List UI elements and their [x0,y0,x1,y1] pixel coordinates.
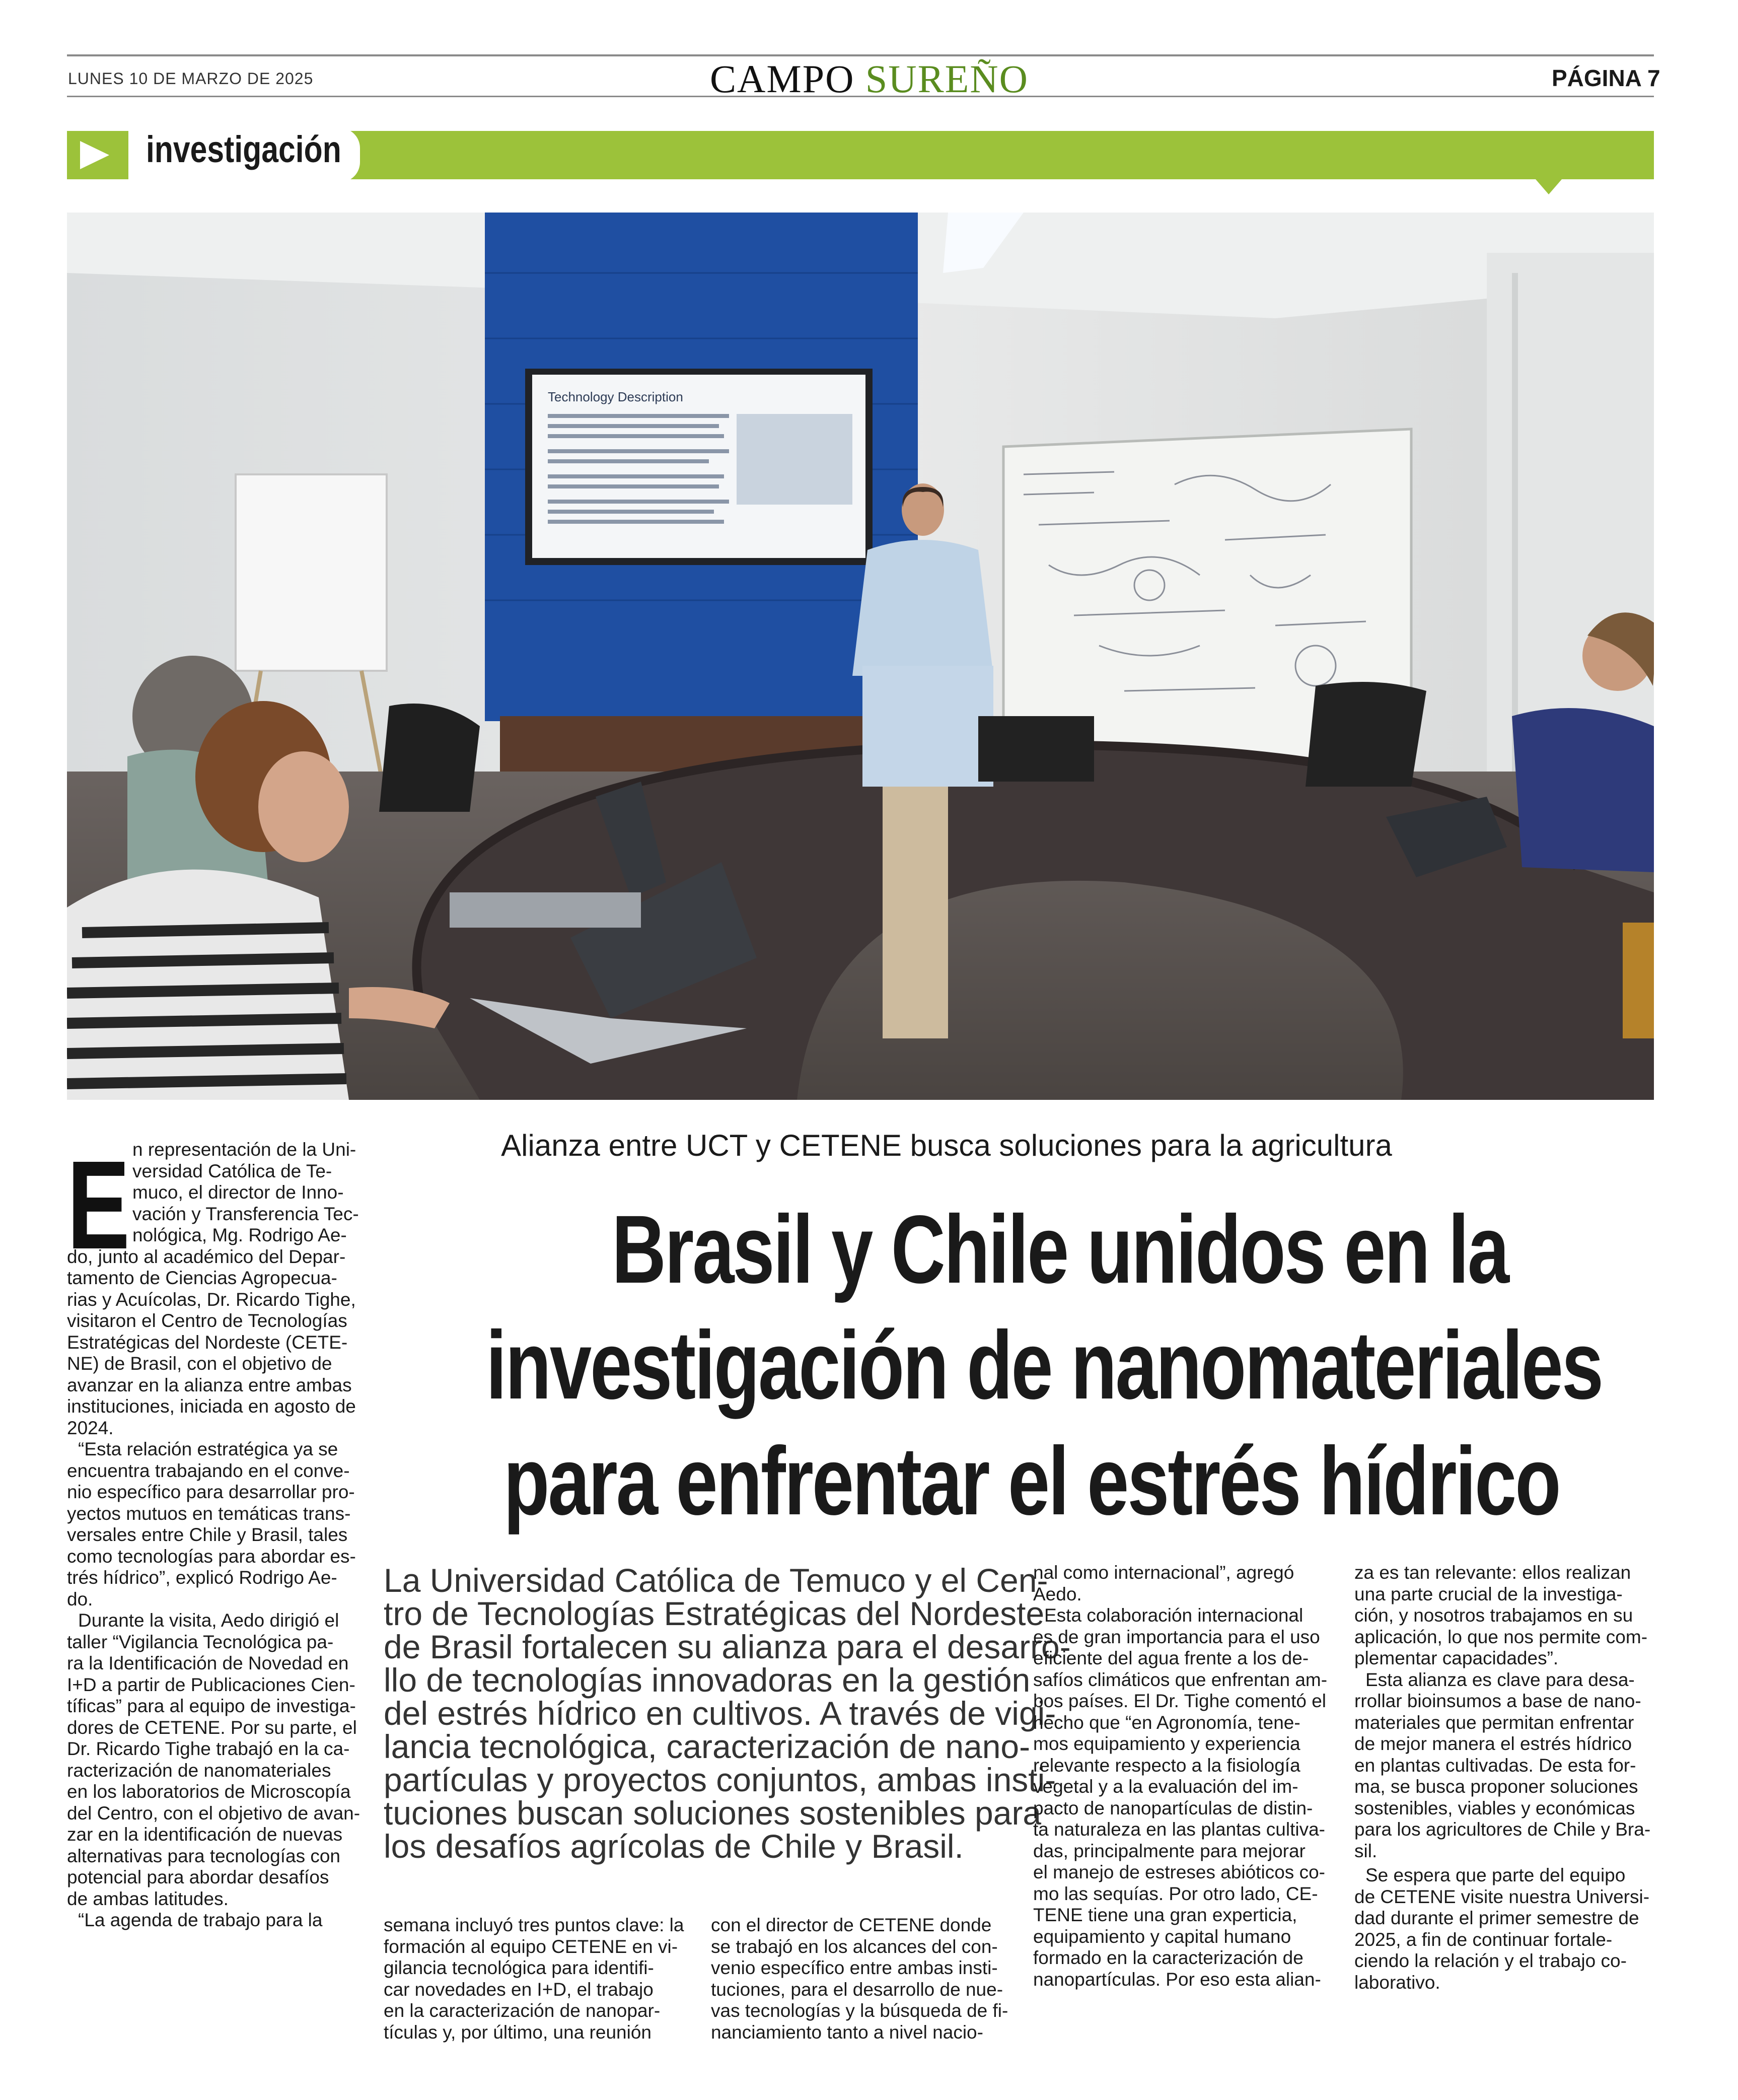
body-line: de CETENE visite nuestra Universi- [1354,1886,1650,1907]
body-line: plementar capacidades”. [1354,1648,1559,1668]
headline-line-2: investigación de nanomateriales [486,1311,1603,1419]
section-bar-notch [1536,179,1562,194]
body-line: nanopartículas. Por eso esta alian- [1033,1969,1321,1990]
body-line: za es tan relevante: ellos realizan [1354,1562,1631,1583]
body-line: I+D a partir de Publicaciones Cien- [67,1674,355,1695]
body-line: nio específico para desarrollar pro- [67,1482,355,1502]
headline-line-1: Brasil y Chile unidos en la [612,1195,1508,1303]
masthead-word-2: SUREÑO [865,57,1029,101]
body-line: en los laboratorios de Microscopía [67,1781,351,1802]
screen-title: Technology Description [548,389,683,404]
body-line: vas tecnologías y la búsqueda de fi- [711,2000,1008,2021]
body-line: formado en la caracterización de [1033,1947,1304,1968]
body-line: “Esta relación estratégica ya se [78,1439,338,1459]
body-line: ciendo la relación y el trabajo co- [1354,1950,1627,1971]
body-line: ra la Identificación de Novedad en [67,1653,349,1673]
body-line: mos equipamiento y experiencia [1033,1733,1300,1754]
body-line: car novedades en I+D, el trabajo [384,1979,654,2000]
lead-line: La Universidad Católica de Temuco y el Cen- [384,1562,1048,1599]
body-line: hecho que “en Agronomía, tene- [1033,1712,1300,1733]
body-line: semana incluyó tres puntos clave: la [384,1915,684,1935]
play-icon [67,131,121,179]
body-line: alternativas para tecnologías con [67,1845,341,1866]
body-line: rrollar bioinsumos a base de nano- [1354,1691,1641,1711]
body-line: es de gran importancia para el uso [1033,1626,1320,1647]
lead-line: tro de Tecnologías Estratégicas del Nordeste [384,1595,1045,1632]
body-line: dad durante el primer semestre de [1354,1908,1639,1928]
body-line: en la caracterización de nanopar- [384,2000,661,2021]
body-line: do. [67,1588,93,1609]
body-line: materiales que permitan enfrentar [1354,1712,1634,1733]
article-kicker: Alianza entre UCT y CETENE busca soluciones para la agricultura [501,1129,1392,1162]
body-line: mo las sequías. Por otro lado, CE- [1033,1883,1318,1904]
lead-line: lancia tecnológica, caracterización de nano- [384,1728,1031,1765]
body-line: trés hídrico”, explicó Rodrigo Ae- [67,1567,337,1588]
body-line: sil. [1354,1840,1378,1861]
body-line: tículas y, por último, una reunión [384,2021,651,2043]
body-column-5 [1354,1562,1656,1993]
body-line: Estratégicas del Nordeste (CETE- [67,1332,348,1353]
issue-date: LUNES 10 DE MARZO DE 2025 [68,69,314,88]
body-line: de mejor manera el estrés hídrico [1354,1733,1632,1754]
body-column-1 [67,1135,364,1931]
body-line: das, principalmente para mejorar [1033,1840,1306,1861]
body-line: NE) de Brasil, con el objetivo de [67,1353,332,1374]
body-line: versales entre Chile y Brasil, tales [67,1524,348,1545]
body-line: del Centro, con el objetivo de avan- [67,1802,360,1824]
body-line: Esta alianza es clave para desa- [1365,1669,1635,1690]
article-photo [67,213,1654,1100]
body-line: rias y Acuícolas, Dr. Ricardo Tighe, [67,1289,356,1310]
body-line: Aedo. [1033,1583,1082,1604]
body-line: racterización de nanomateriales [67,1760,331,1781]
lead-line: los desafíos agrícolas de Chile y Brasil. [384,1828,964,1865]
body-line: eficiente del agua frente a los de- [1033,1648,1309,1668]
body-line: ción, y nosotros trabajamos en su [1354,1605,1633,1626]
body-line: visitaron el Centro de Tecnologías [67,1310,347,1331]
body-line: avanzar en la alianza entre ambas [67,1374,352,1395]
body-line: bos países. El Dr. Tighe comentó el [1033,1691,1327,1711]
body-line: en plantas cultivadas. De esta for- [1354,1755,1636,1776]
body-line: safíos climáticos que enfrentan am- [1033,1669,1328,1690]
body-column-3 [711,1915,1013,2043]
headline-line-3: para enfrentar el estrés hídrico [503,1427,1560,1535]
body-line: relevante respecto a la fisiología [1033,1755,1300,1776]
body-line: nanciamiento tanto a nivel nacio- [711,2021,983,2043]
body-line: se trabajó en los alcances del con- [711,1936,998,1957]
body-line: Durante la visita, Aedo dirigió el [78,1610,339,1631]
body-line: una parte crucial de la investiga- [1354,1583,1623,1604]
body-line: zar en la identificación de nuevas [67,1824,343,1845]
body-line: “La agenda de trabajo para la [78,1910,323,1930]
body-line: formación al equipo CETENE en vi- [384,1936,678,1957]
body-line: ta naturaleza en las plantas cultiva- [1033,1819,1326,1840]
body-line: pacto de nanopartículas de distin- [1033,1797,1313,1818]
body-line: Se espera que parte del equipo [1365,1865,1626,1885]
body-line: gilancia tecnológica para identifi- [384,1957,654,1978]
lead-line: llo de tecnologías innovadoras en la gestión [384,1661,1031,1699]
body-line: sostenibles, viables y económicas [1354,1797,1635,1818]
body-line: tamento de Ciencias Agropecua- [67,1268,337,1288]
body-line: potencial para abordar desafíos [67,1867,329,1887]
body-line: venio específico entre ambas insti- [711,1957,998,1978]
body-line: nológica, Mg. Rodrigo Ae- [132,1225,347,1245]
body-column-4 [1033,1562,1335,1990]
body-line: n representación de la Uni- [132,1139,356,1160]
body-line: tíficas” para al equipo de investiga- [67,1696,356,1716]
body-line: laborativo. [1354,1972,1440,1993]
body-line: el manejo de estreses abióticos co- [1033,1862,1325,1882]
body-line: instituciones, iniciada en agosto de [67,1396,356,1417]
lead-line: tuciones buscan soluciones sostenibles para [384,1794,1042,1832]
body-line: 2024. [67,1417,114,1438]
body-line: vegetal y a la evaluación del im- [1033,1776,1298,1797]
body-line: nal como internacional”, agregó [1033,1562,1294,1583]
body-line: yectos mutuos en temáticas trans- [67,1503,351,1524]
body-line: muco, el director de Inno- [132,1182,344,1203]
body-line: encuentra trabajando en el conve- [67,1460,350,1481]
masthead-word-1: CAMPO [710,57,855,101]
body-line: do, junto al académico del Depar- [67,1246,346,1267]
body-line: como tecnologías para abordar es- [67,1546,356,1567]
body-line: TENE tiene una gran experticia, [1033,1905,1297,1925]
body-line: tuciones, para el desarrollo de nue- [711,1979,1003,2000]
body-line: con el director de CETENE donde [711,1915,992,1935]
body-line: equipamiento y capital humano [1033,1926,1291,1947]
body-line: vación y Transferencia Tec- [132,1203,359,1224]
masthead-logo [710,56,1029,102]
section-label: investigación [146,128,341,170]
body-line: ma, se busca proponer soluciones [1354,1776,1638,1797]
body-line: taller “Vigilancia Tecnológica pa- [67,1631,334,1652]
body-line: aplicación, lo que nos permite com- [1354,1626,1648,1647]
body-line: para los agricultores de Chile y Bra- [1354,1819,1651,1840]
lead-line: de Brasil fortalecen su alianza para el desarro- [384,1628,1071,1665]
page-number: PÁGINA 7 [1552,65,1660,91]
body-line: Esta colaboración internacional [1044,1605,1304,1626]
body-line: versidad Católica de Te- [132,1160,332,1181]
body-line: Dr. Ricardo Tighe trabajó en la ca- [67,1738,350,1759]
body-line: de ambas latitudes. [67,1888,229,1909]
drop-cap: E [67,1135,130,1275]
body-line: 2025, a fin de continuar fortale- [1354,1929,1613,1950]
body-column-2 [384,1915,686,2043]
lead-line: del estrés hídrico en cultivos. A través de vigi- [384,1695,1056,1732]
body-line: dores de CETENE. Por su parte, el [67,1717,357,1738]
lead-line: partículas y proyectos conjuntos, ambas insti- [384,1761,1056,1798]
